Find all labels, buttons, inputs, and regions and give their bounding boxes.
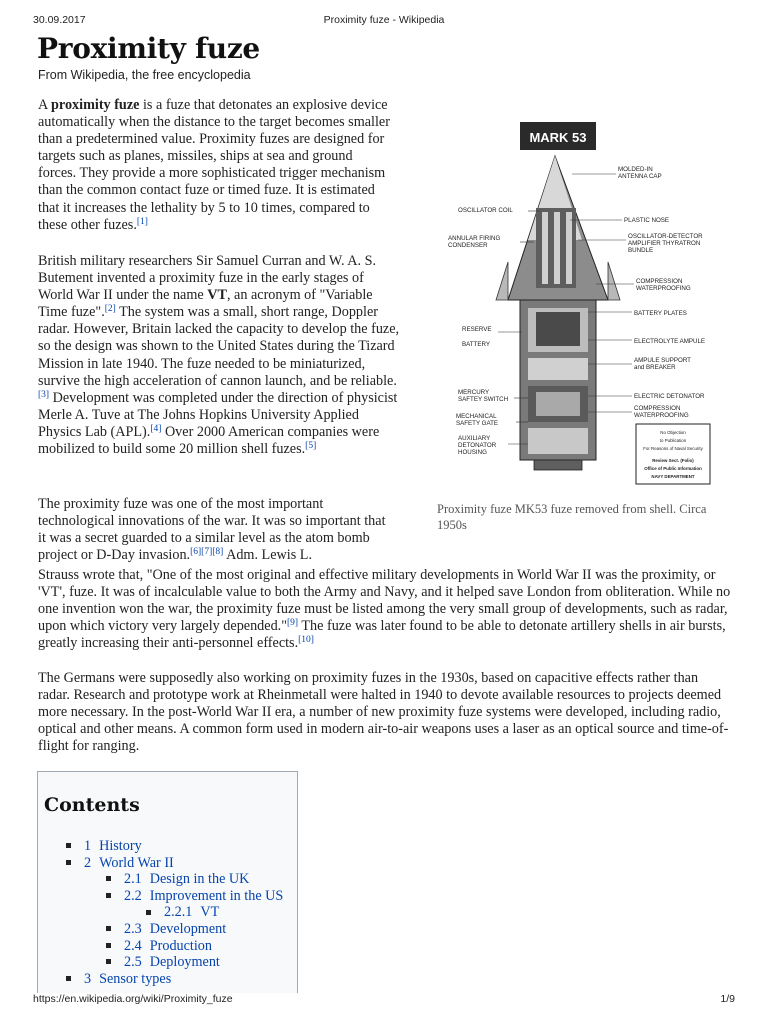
bullet-icon	[66, 976, 71, 981]
toc-item[interactable]	[106, 938, 212, 955]
toc-label: Sensor types	[99, 970, 172, 987]
toc-label: Deployment	[149, 954, 220, 971]
diagram-label-annular: ANNULAR FIRING	[448, 235, 501, 242]
bold-term: VT	[207, 287, 227, 304]
bullet-icon	[106, 926, 111, 931]
toc-item[interactable]	[146, 904, 219, 921]
diagram-label-mechanical: SAFETY GATE	[456, 420, 499, 427]
diagram-label-plastic-nose: PLASTIC NOSE	[624, 217, 670, 224]
citation-link[interactable]: [9]	[287, 618, 299, 629]
print-date: 30.09.2017	[33, 14, 86, 26]
stamp-line: NAVY DEPARTMENT	[651, 474, 695, 479]
citation-link[interactable]: [3]	[38, 389, 50, 400]
toc-label: Development	[149, 921, 227, 937]
toc-number: 1	[84, 838, 92, 854]
toc-label: Production	[149, 937, 212, 954]
diagram-label-battery-plates: BATTERY PLATES	[634, 310, 687, 317]
diagram-label-osc-coil: OSCILLATOR COIL	[458, 207, 513, 214]
stamp-line: No Objection	[660, 430, 686, 435]
toc-number: 3	[84, 970, 92, 987]
bullet-icon	[106, 876, 111, 881]
diagram-label-osc-det: AMPLIFIER THYRATRON	[628, 240, 701, 247]
citation-link[interactable]: [5]	[305, 441, 317, 452]
bullet-icon	[106, 893, 111, 898]
toc-number: 2.3	[124, 921, 142, 937]
toc-number: 2.5	[124, 954, 142, 971]
diagram-label-reserve: RESERVE	[462, 326, 492, 333]
site-tagline: From Wikipedia, the free encyclopedia	[38, 68, 251, 82]
fuze-diagram-image	[436, 112, 732, 494]
citation-link[interactable]: [1]	[136, 216, 148, 227]
toc-number: 2	[84, 854, 92, 871]
stamp-line: Review Sect. (Folio)	[652, 458, 694, 463]
bullet-icon	[106, 959, 111, 964]
mark-53-plate-text: MARK 53	[529, 130, 587, 145]
intro-paragraph-5: The Germans were supposedly also working on proximity fuzes in the 1930s, based on capacitive effects rather than radar. Research and prototype work at Rheinmetall were halted in 1940 to devote available resources to projects deemed more necessary. In the post-World War II era, a number of new proximity fuze systems were developed, including radio, optical and other means. A common form used in modern air-to-air weapons uses a laser as an optical source and time-of-flight for ranging.	[38, 670, 729, 755]
toc-number: 2.2.1	[164, 904, 193, 921]
citation-link[interactable]: [10]	[298, 635, 314, 646]
fuze-diagram-figure[interactable]	[436, 112, 732, 494]
diagram-label-mechanical: MECHANICAL	[456, 413, 497, 420]
diagram-label-annular: CONDENSER	[448, 242, 488, 249]
diagram-label-electric-det: ELECTRIC DETONATOR	[634, 393, 705, 400]
diagram-label-battery: BATTERY	[462, 341, 490, 348]
bullet-icon	[66, 843, 71, 848]
diagram-label-mercury: SAFTEY SWITCH	[458, 396, 509, 403]
toc-label: Design in the UK	[149, 871, 250, 888]
diagram-label-osc-det: BUNDLE	[628, 247, 654, 254]
toc-label: Improvement in the US	[149, 887, 284, 904]
bullet-icon	[146, 910, 151, 915]
diagram-label-compression-wp2: WATERPROOFING	[634, 412, 689, 419]
bullet-icon	[106, 943, 111, 948]
diagram-label-molded: ANTENNA CAP	[618, 173, 662, 180]
table-of-contents	[37, 771, 298, 993]
diagram-label-auxiliary: AUXILIARY	[458, 435, 491, 442]
print-page-number: 1/9	[720, 993, 735, 1005]
stamp-line: Office of Public Information	[644, 466, 702, 471]
print-page-title: Proximity fuze - Wikipedia	[323, 14, 445, 26]
diagram-label-molded: MOLDED-IN	[618, 166, 653, 173]
toc-item[interactable]	[106, 871, 249, 888]
toc-number: 2.2	[124, 887, 142, 904]
toc-item[interactable]	[66, 838, 142, 855]
print-url: https://en.wikipedia.org/wiki/Proximity_fuze	[33, 993, 233, 1005]
diagram-label-ampule: and BREAKER	[634, 364, 676, 371]
bullet-icon	[66, 860, 71, 865]
toc-number: 2.4	[124, 937, 142, 954]
intro-paragraph-1: A proximity fuze is a fuze that detonates an explosive device automatically when the distance to the target becomes smaller than a predetermined value. Proximity fuzes are designed for targets such as planes, missiles, ships at sea and ground forces. They provide a more sophisticated trigger mechanism than the common contact fuze or timed fuze. It is estimated that it increases the lethality by 5 to 10 times, compared to these other fuzes.[1]	[38, 97, 390, 233]
print-footer	[0, 993, 768, 1009]
intro-paragraph-3: The proximity fuze was one of the most important technological innovations of the war. It was so important that it was a secret guarded to a similar level as the atom bomb project or D-Day invasion.[6][7][8] Adm. Lewis L.	[38, 496, 386, 564]
figure-caption: Proximity fuze MK53 fuze removed from shell. Circa 1950s	[437, 502, 707, 532]
diagram-label-compression-wp: COMPRESSION	[636, 278, 683, 285]
toc-item[interactable]	[106, 921, 226, 938]
toc-number: 2.1	[124, 871, 142, 888]
print-header	[0, 14, 768, 30]
citation-link[interactable]: [6][7][8]	[190, 547, 224, 558]
diagram-label-mercury: MERCURY	[458, 389, 490, 396]
bold-term: proximity fuze	[51, 97, 140, 113]
toc-item[interactable]	[106, 954, 220, 971]
toc-item[interactable]	[106, 888, 283, 905]
diagram-label-ampule: AMPULE SUPPORT	[634, 357, 691, 364]
toc-label: World War II	[99, 854, 174, 871]
diagram-label-osc-det: OSCILLATOR-DETECTOR	[628, 233, 703, 240]
toc-item[interactable]	[66, 971, 171, 988]
citation-link[interactable]: [4]	[150, 423, 162, 434]
stamp-line: to Publication	[659, 438, 687, 443]
toc-title: Contents	[44, 794, 140, 816]
citation-link[interactable]: [2]	[104, 304, 116, 315]
page-title: Proximity fuze	[37, 32, 260, 65]
toc-label: VT	[200, 904, 220, 921]
diagram-label-compression-wp: WATERPROOFING	[636, 285, 691, 292]
toc-item[interactable]	[66, 855, 174, 872]
diagram-label-auxiliary: DETONATOR	[458, 442, 497, 449]
diagram-label-compression-wp2: COMPRESSION	[634, 405, 681, 412]
toc-label: History	[99, 838, 142, 854]
stamp-line: For Reasons of Naval Security	[643, 446, 703, 451]
intro-paragraph-4: Strauss wrote that, "One of the most original and effective military developments in World War II was the proximity, or 'VT', fuze. It was of incalculable value to both the Army and Navy, and it helped save London from obliteration. While no one invention won the war, the proximity fuze must be listed among the very small group of developments, such as radar, upon which victory very largely depended."[9] The fuze was later found to be able to detonate artillery shells in air bursts, greatly increasing their anti-personnel effects.[10]	[38, 567, 731, 652]
diagram-label-auxiliary: HOUSING	[458, 449, 487, 456]
intro-paragraph-2: British military researchers Sir Samuel Curran and W. A. S. Butement invented a proximity fuze in the early stages of World War II under the name VT, an acronym of "Variable Time fuze".[2] The system was a small, short range, Doppler radar. However, Britain lacked the capacity to develop the fuze, so the design was shown to the United States during the Tizard Mission in late 1940. The fuze needed to be miniaturized, survive the high acceleration of cannon launch, and be reliable.[3] Development was completed under the direction of physicist Merle A. Tuve at The Johns Hopkins University Applied Physics Lab (APL).[4] Over 2000 American companies were mobilized to build some 20 million shell fuzes.[5]	[38, 253, 400, 458]
diagram-label-electrolyte: ELECTROLYTE AMPULE	[634, 338, 706, 345]
